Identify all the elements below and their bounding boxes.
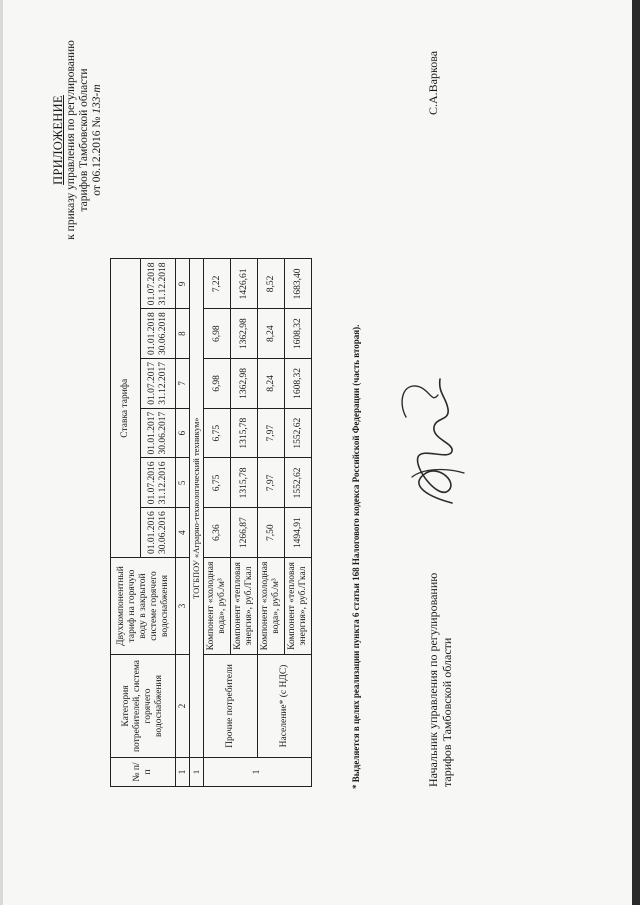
index-cell: 4 — [176, 508, 190, 558]
value-cell: 1683,40 — [285, 259, 312, 309]
period-4: 01.07.2017 31.12.2017 — [141, 359, 176, 409]
column-index-row — [176, 259, 190, 787]
component-cell: Компонент «тепловая энергия», руб./Гкал — [285, 558, 312, 655]
header-num: № п/п — [111, 758, 176, 787]
component-cell: Компонент «тепловая энергия», руб./Гкал — [231, 558, 258, 655]
period-2: 01.07.2016 31.12.2016 — [141, 458, 176, 508]
value-cell: 8,52 — [258, 259, 285, 309]
value-cell: 8,24 — [258, 359, 285, 409]
value-cell: 6,75 — [204, 408, 231, 458]
header-line-1: к приказу управления по регулированию — [65, 40, 77, 240]
index-cell: 8 — [176, 309, 190, 359]
value-cell: 1494,91 — [285, 508, 312, 558]
period-6: 01.07.2018 31.12.2018 — [141, 259, 176, 309]
index-cell: 3 — [176, 558, 190, 655]
handwritten-signature — [392, 353, 476, 513]
tariff-table — [110, 259, 312, 788]
appendix-header — [52, 25, 104, 255]
order-date: от 06.12.2016 № — [91, 116, 103, 196]
index-cell: 9 — [176, 259, 190, 309]
row-num: 1 — [204, 758, 312, 787]
section-title: ТОГБПОУ «Аграрно-технологический техникум» — [190, 259, 204, 758]
value-cell: 1362,98 — [231, 309, 258, 359]
period-1: 01.01.2016 30.06.2016 — [141, 508, 176, 558]
value-cell: 7,22 — [204, 259, 231, 309]
header-rate: Ставка тарифа — [111, 259, 141, 558]
header-line-2: тарифов Тамбовской области — [78, 68, 90, 212]
value-cell: 1552,62 — [285, 408, 312, 458]
value-cell: 7,97 — [258, 458, 285, 508]
value-cell: 1426,61 — [231, 259, 258, 309]
value-cell: 1362,98 — [231, 359, 258, 409]
signer-position-line-2: тарифов Тамбовской области — [440, 637, 454, 787]
table-row — [258, 259, 285, 787]
value-cell: 6,98 — [204, 359, 231, 409]
value-cell: 8,24 — [258, 309, 285, 359]
value-cell: 6,75 — [204, 458, 231, 508]
component-cell: Компонент «холодная вода», руб./м³ — [258, 558, 285, 655]
signer-position — [426, 573, 454, 787]
category-cell: Прочие потребители — [204, 655, 258, 758]
value-cell: 1266,87 — [231, 508, 258, 558]
footnote: * Выделяется в целях реализации пункта 6 статьи 168 Налогового кодекса Российской Федерации (часть вторая). — [351, 324, 361, 789]
value-cell: 7,50 — [258, 508, 285, 558]
value-cell: 1315,78 — [231, 458, 258, 508]
index-cell: 7 — [176, 359, 190, 409]
index-cell: 2 — [176, 655, 190, 758]
period-3: 01.01.2017 30.06.2017 — [141, 408, 176, 458]
header-line-3 — [91, 25, 104, 255]
section-num: 1 — [190, 758, 204, 787]
component-cell: Компонент «холодная вода», руб./м³ — [204, 558, 231, 655]
category-cell: Население* (с НДС) — [258, 655, 312, 758]
index-cell: 1 — [176, 758, 190, 787]
value-cell: 6,36 — [204, 508, 231, 558]
index-cell: 6 — [176, 408, 190, 458]
value-cell: 7,97 — [258, 408, 285, 458]
value-cell: 1608,32 — [285, 309, 312, 359]
value-cell: 1315,78 — [231, 408, 258, 458]
header-category: Категория потребителей, система горячего водоснабжения — [111, 655, 176, 758]
index-cell: 5 — [176, 458, 190, 508]
appendix-title: ПРИЛОЖЕНИЕ — [51, 95, 65, 185]
table-row — [204, 259, 231, 787]
value-cell: 1608,32 — [285, 359, 312, 409]
order-number: 133-т — [91, 84, 103, 114]
section-row — [190, 259, 204, 787]
period-5: 01.01.2018 30.06.2018 — [141, 309, 176, 359]
value-cell: 6,98 — [204, 309, 231, 359]
header-component: Двухкомпонентный тариф на горячую воду в закрытой системе горячего водоснабжения — [111, 558, 176, 655]
signer-position-line-1: Начальник управления по регулированию — [426, 572, 440, 787]
table-header-row — [111, 259, 141, 787]
signer-name: С.А.Варкова — [426, 50, 440, 115]
value-cell: 1552,62 — [285, 458, 312, 508]
